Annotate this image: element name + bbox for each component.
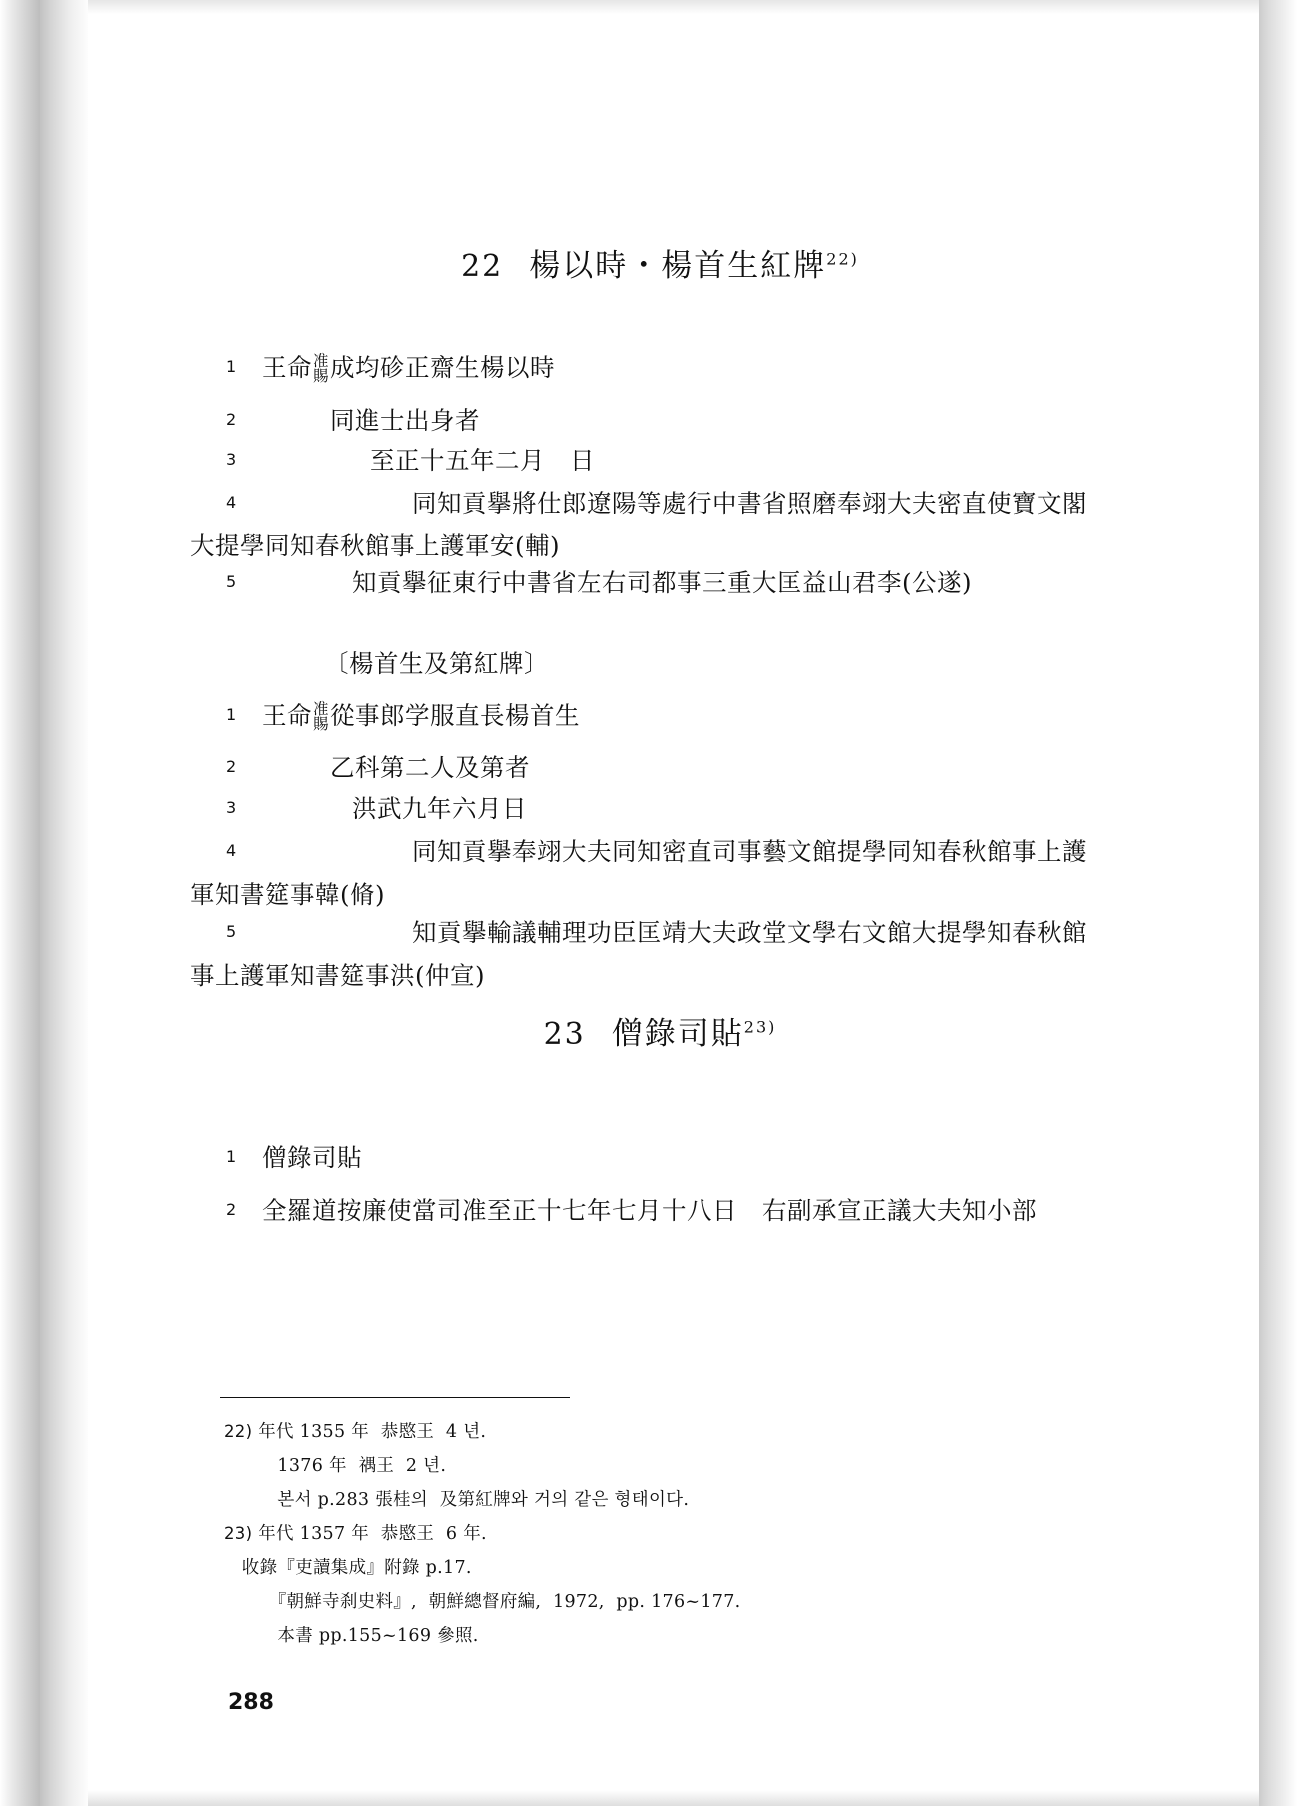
line-number: 1	[226, 705, 237, 724]
line-text: 同進士出身者	[330, 406, 480, 435]
ruby-stack	[313, 702, 329, 731]
text-line	[190, 1195, 1180, 1227]
section-title-23: 僧錄司貼	[611, 1016, 744, 1052]
line-text: 乙科第二人及第者	[330, 753, 530, 782]
text-line	[190, 567, 1180, 599]
section-heading-23	[190, 1008, 1130, 1053]
text-line	[190, 352, 1180, 384]
text-line	[190, 488, 1180, 520]
footnote-separator-rule	[220, 1397, 570, 1398]
footnote-line	[224, 1554, 472, 1579]
text-line	[190, 700, 1180, 732]
line-number: 1	[226, 357, 237, 376]
text-line	[190, 917, 1180, 949]
text-line	[190, 836, 1180, 868]
text-line	[190, 793, 1180, 825]
section-note-marker-22: 22)	[826, 249, 859, 269]
footnote-text: 본서 p.283 張桂의 及第紅牌와 거의 같은 형태이다.	[224, 1490, 690, 1510]
line-number: 1	[226, 1147, 237, 1166]
line-text: 僧錄司貼	[262, 1143, 362, 1172]
ruby-top: 准	[313, 352, 330, 371]
text-line	[190, 405, 1180, 437]
footnote-text: 年代 1357 年 恭愍王 6 年.	[258, 1524, 487, 1544]
footnote-marker: 22)	[224, 1422, 253, 1441]
line-text-main: 從事郎学服直長楊首生	[330, 701, 581, 730]
line-text-continuation: 事上護軍知書筵事洪(仲宣)	[190, 961, 486, 990]
book-edge-shadow-right	[1259, 0, 1297, 1806]
line-text-continuation: 大提學同知春秋館事上護軍安(輔)	[190, 531, 561, 560]
line-number: 2	[226, 757, 237, 776]
page-number: 288	[228, 1690, 274, 1715]
text-line	[190, 752, 1180, 784]
footnote-marker: 23)	[224, 1524, 253, 1543]
footnote-line	[224, 1452, 446, 1477]
line-text: 知貢擧輸議輔理功臣匡靖大夫政堂文學右文館大提學知春秋館	[412, 918, 1087, 947]
line-number: 4	[226, 493, 237, 512]
text-line	[190, 1142, 1180, 1174]
line-number: 2	[226, 1200, 237, 1219]
section-heading-22	[190, 240, 1130, 285]
footnote-text: 年代 1355 年 恭愍王 4 년.	[258, 1422, 487, 1442]
ruby-bottom: 賜	[313, 714, 330, 733]
line-text: 全羅道按廉使當司准至正十七年七月十八日 右副承宣正議大夫知小部	[262, 1196, 1037, 1225]
footnote-line	[224, 1520, 487, 1545]
page-edge-strip	[40, 0, 88, 1806]
ruby-stack	[313, 354, 329, 383]
line-number: 2	[226, 410, 237, 429]
text-line	[190, 445, 1180, 477]
line-text-continuation: 軍知書筵事韓(脩)	[190, 880, 386, 909]
ruby-bottom: 賜	[313, 366, 330, 385]
section-number-22: 22	[461, 249, 504, 284]
book-gutter-shadow-left	[0, 0, 40, 1806]
footnote-text: 1376 年 禑王 2 년.	[224, 1456, 447, 1476]
section-number-23: 23	[543, 1017, 586, 1052]
line-text-main: 成均䂦正齋生楊以時	[330, 353, 556, 382]
line-text: 至正十五年二月 日	[370, 446, 595, 475]
line-number: 5	[226, 572, 237, 591]
footnote-line	[224, 1622, 479, 1647]
footnote-line	[224, 1486, 689, 1511]
footnote-text: 本書 pp.155~169 參照.	[224, 1626, 479, 1646]
footnote-line	[224, 1418, 486, 1443]
line-text	[262, 352, 1180, 384]
section-title-22: 楊以時・楊首生紅牌	[529, 248, 827, 284]
footnote-text: 『朝鮮寺刹史料』, 朝鮮總督府編, 1972, pp. 176~177.	[224, 1592, 741, 1612]
line-text	[262, 700, 1180, 732]
line-text: 同知貢擧將仕郎遼陽等處行中書省照磨奉翊大夫密直使寶文閣	[412, 489, 1087, 518]
line-number: 3	[226, 798, 237, 817]
bracket-heading-line	[190, 648, 1180, 680]
footnote-line	[224, 1588, 741, 1613]
page-content	[190, 0, 1180, 1806]
ruby-top: 准	[313, 700, 330, 719]
footnote-text: 收錄『吏讀集成』附錄 p.17.	[224, 1558, 472, 1578]
line-text-prefix: 王命	[262, 353, 312, 382]
line-number: 5	[226, 922, 237, 941]
line-number: 3	[226, 450, 237, 469]
line-text-prefix: 王命	[262, 701, 312, 730]
bracket-heading: 〔楊首生及第紅牌〕	[324, 649, 549, 678]
line-text: 洪武九年六月日	[352, 794, 527, 823]
section-note-marker-23: 23)	[743, 1017, 777, 1037]
line-number: 4	[226, 841, 237, 860]
line-text: 同知貢擧奉翊大夫同知密直司事藝文館提學同知春秋館事上護	[412, 837, 1087, 866]
line-text: 知貢擧征東行中書省左右司都事三重大匡益山君李(公遂)	[352, 568, 973, 597]
